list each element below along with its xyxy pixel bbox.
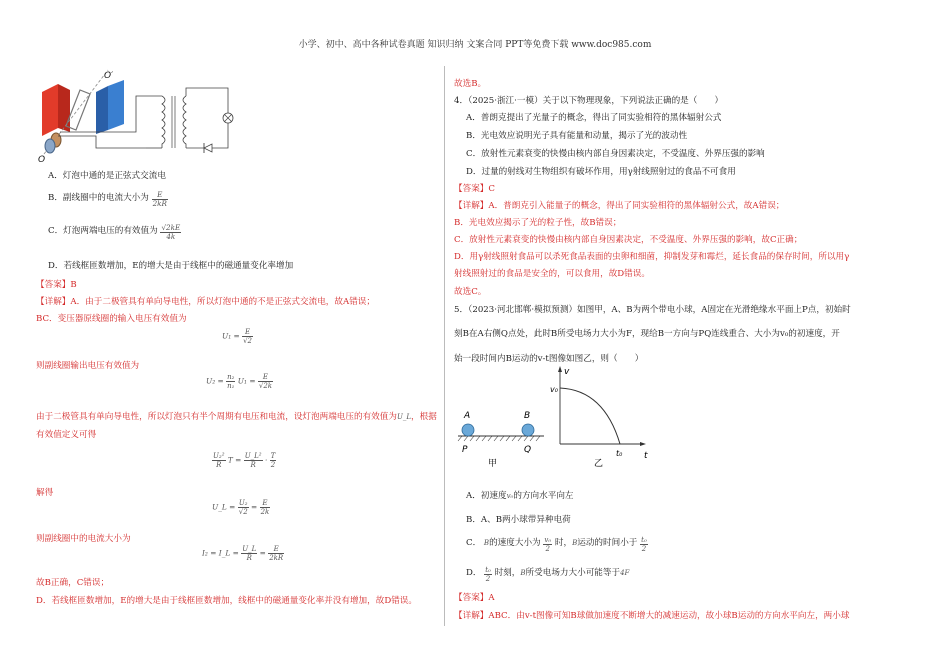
- label-jia: 甲: [488, 459, 498, 469]
- q5-option-a: A．初速度v₀的方向水平向左: [466, 491, 574, 501]
- detail-line-8: 故B正确，C错误；: [36, 578, 110, 588]
- equation-u1: U₁ = $\frac{E}{√2}$: [222, 328, 253, 345]
- q4-detail-4: D．用γ射线照射食品可以杀死食品表面的虫卵和细菌，抑制发芽和霉烂，延长食品的保存时间，所以用γ: [454, 252, 850, 262]
- v-axis-label: v: [564, 367, 570, 377]
- detail-line-2: BC．变压器原线圈的输入电压有效值为: [36, 314, 187, 324]
- q4-detail-5: 射线照射过的食品是安全的，可以食用，故D错误。: [454, 269, 650, 279]
- axis-label-o: O: [38, 155, 46, 165]
- q5-stem-2: 刻B在A右侧Q点处，此时B所受电场力大小为F，现给B一方向与PQ连线重合、大小为v₀的初速度，开: [454, 329, 840, 339]
- red-magnet-pole: [42, 84, 58, 136]
- q5-answer: 【答案】A: [454, 593, 495, 603]
- blue-magnet-pole: [108, 80, 124, 130]
- t-axis-label: t: [644, 451, 648, 461]
- option-a: A．灯泡中通的是正弦式交流电: [48, 171, 166, 181]
- q5-option-b: B．A、B两小球带异种电荷: [466, 515, 571, 525]
- q4-option-d: D．过量的射线对生物组织有破坏作用，用γ射线照射过的食品不可食用: [466, 167, 736, 177]
- q5-stem-1: 5．（2023·河北邯郸·模拟预测）如图甲，A、B为两个带电小球，A固定在光滑绝缘水平面上P点，初始时: [454, 305, 851, 315]
- ball-a: [462, 424, 474, 436]
- detail-line-4: 由于二极管具有单向导电性，所以灯泡只有半个周期有电压和电流，设灯泡两端电压的有效值为U_L，根据: [36, 412, 437, 422]
- option-c: C．灯泡两端电压的有效值为 $\frac{√2kE}{4k}$: [48, 223, 181, 241]
- q5-stem-3: 始一段时间内B运动的v-t图像如图乙，则（ ）: [454, 354, 644, 364]
- q4-detail-1: 【详解】A．普朗克引入能量子的概念，得出了同实验相符的黑体辐射公式，故A错误；: [454, 201, 785, 211]
- q4-option-a: A．普朗克提出了光量子的概念，得出了同实验相符的黑体辐射公式: [466, 113, 722, 123]
- label-p: P: [462, 445, 468, 455]
- q4-detail-3: C．放射性元素衰变的快慢由核内部自身因素决定，不受温度、外界压强的影响，故C正确；: [454, 235, 803, 245]
- detail-line-7: 则副线圈中的电流大小为: [36, 534, 131, 544]
- q5-option-c: C． B的速度大小为 $\frac{\text{v₀}}{2}$ 时，B运动的时间小于 $\frac{\text{t₀}}{2}$: [466, 536, 647, 553]
- page-header: 小学、初中、高中各种试卷真题 知识归纳 文案合同 PPT等免费下载 www.doc985.com: [298, 40, 652, 50]
- ball-b: [522, 424, 534, 436]
- q4-conclusion: 故选C。: [454, 287, 487, 297]
- equation-i2: I₂ = I_L = $\frac{U\_L}{R}$ = $\frac{E}{2kR}$: [202, 545, 284, 562]
- q5-detail: 【详解】ABC．由v-t图像可知B球做加速度不断增大的减速运动，故小球B运动的方向水平向左，两小球: [454, 611, 850, 621]
- equation-effective-value: $\frac{\text{U₂²}}{R}$ T = $\frac{\text{U\_L²}}{R}$ · $\frac{T}{2}$: [213, 452, 276, 469]
- label-a: A: [464, 411, 471, 421]
- v-t-curve: [560, 388, 620, 444]
- equation-u2: U₂ = $\frac{\text{n₂}}{\text{n₁}}$ U₁ = $\frac{E}{√2k}$: [206, 373, 273, 390]
- detail-line-1: 【详解】A．由于二极管具有单向导电性，所以灯泡中通的不是正弦式交流电，故A错误；: [36, 297, 375, 307]
- detail-line-6: 解得: [36, 488, 54, 498]
- q4-option-c: C．放射性元素衰变的快慢由核内部自身因素决定，不受温度、外界压强的影响: [466, 149, 765, 159]
- q4-stem: 4．（2025·浙江·一模）关于以下物理现象，下列说法正确的是（ ）: [454, 96, 724, 106]
- label-yi: 乙: [594, 459, 604, 469]
- q4-option-b: B．光电效应说明光子具有能量和动量，揭示了光的波动性: [466, 131, 688, 141]
- q5-option-d: D． $\frac{\text{t₀}}{2}$ 时刻，B所受电场力大小可能等于4F: [466, 566, 630, 583]
- q4-detail-2: B．光电效应揭示了光的粒子性，故B错误；: [454, 218, 622, 228]
- generator-circuit-figure: [36, 66, 236, 166]
- detail-line-5: 有效值定义可得: [36, 430, 97, 440]
- diode-symbol: [204, 144, 212, 152]
- option-b: B．副线圈中的电流大小为 $\frac{E}{2kR}$: [48, 190, 167, 208]
- detail-line-9: D．若线框匝数增加，E的增大是由于线框匝数增加，线框中的磁通量变化率并没有增加，故D错误。: [36, 596, 417, 606]
- column-divider: [444, 66, 445, 626]
- v0-label: v₀: [550, 385, 558, 394]
- previous-conclusion: 故选B。: [454, 79, 487, 89]
- t0-label: t₀: [616, 449, 623, 458]
- axis-label-o-prime: O′: [104, 71, 114, 81]
- label-b: B: [524, 411, 531, 421]
- equation-ul: U_L = $\frac{\text{U₂}}{√2}$ = $\frac{E}{2k}$: [212, 499, 270, 516]
- q4-answer: 【答案】C: [454, 184, 495, 194]
- label-q: Q: [524, 445, 532, 455]
- option-d: D．若线框匝数增加，E的增大是由于线框中的磁通量变化率增加: [48, 261, 294, 271]
- detail-line-3: 则副线圈输出电压有效值为: [36, 361, 140, 371]
- answer-label: 【答案】B: [36, 280, 77, 290]
- q5-figure: [454, 366, 654, 476]
